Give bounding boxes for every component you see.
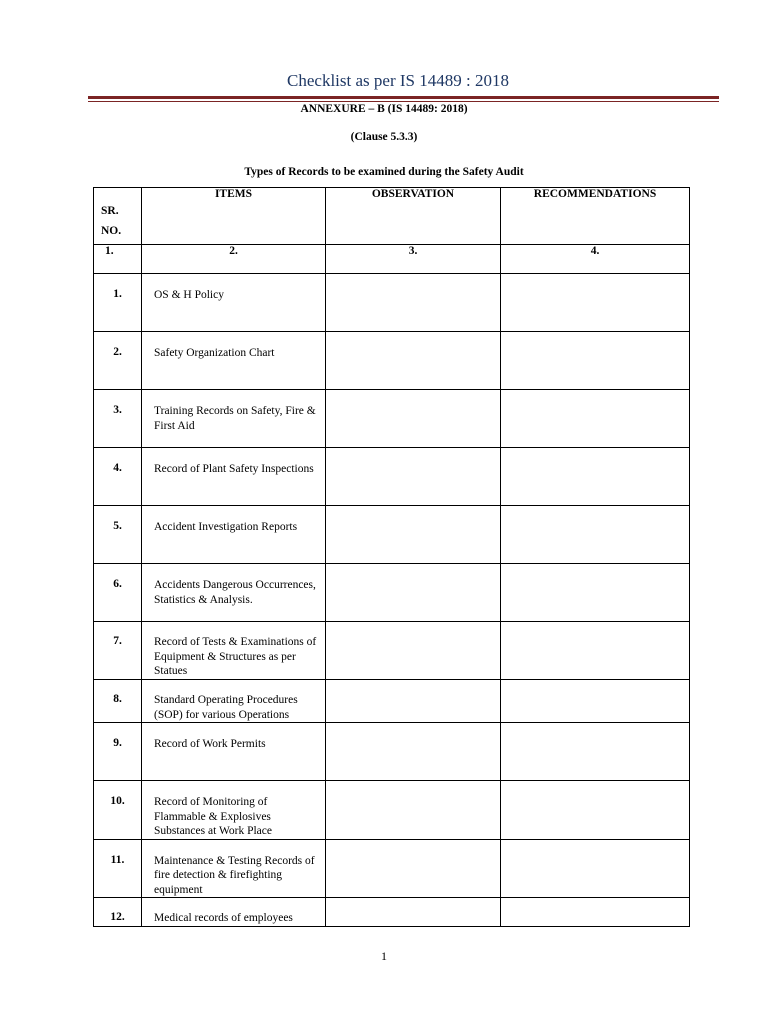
observation-cell[interactable]: [326, 274, 501, 332]
page-number: 1: [381, 949, 387, 963]
row-sr-no: 10.: [94, 781, 142, 840]
row-sr-no: 6.: [94, 564, 142, 622]
header-recommendations: RECOMMENDATIONS: [501, 188, 690, 245]
row-sr-no: 2.: [94, 332, 142, 390]
observation-cell[interactable]: [326, 564, 501, 622]
recommendation-cell[interactable]: [501, 781, 690, 840]
header-items: ITEMS: [142, 188, 326, 245]
row-item: Record of Plant Safety Inspections: [142, 448, 326, 506]
table-row: [94, 564, 690, 622]
column-number: 1.: [94, 245, 142, 274]
page-title: Checklist as per IS 14489 : 2018: [287, 71, 509, 90]
row-sr-no: 5.: [94, 506, 142, 564]
table-row: [94, 839, 690, 898]
recommendation-cell[interactable]: [501, 898, 690, 927]
table-row: [94, 781, 690, 840]
observation-cell[interactable]: [326, 723, 501, 781]
recommendation-cell[interactable]: [501, 622, 690, 680]
table-row: [94, 898, 690, 927]
table-row: [94, 390, 690, 448]
recommendation-cell[interactable]: [501, 390, 690, 448]
recommendation-cell[interactable]: [501, 564, 690, 622]
recommendation-cell[interactable]: [501, 723, 690, 781]
row-sr-no: 9.: [94, 723, 142, 781]
header-sr-line2: NO.: [101, 225, 122, 237]
row-item: OS & H Policy: [142, 274, 326, 332]
records-table: [93, 187, 690, 927]
row-sr-no: 7.: [94, 622, 142, 680]
observation-cell[interactable]: [326, 839, 501, 898]
table-header-row: [94, 188, 690, 245]
annexure-heading: ANNEXURE – B (IS 14489: 2018): [300, 103, 468, 115]
row-item: Maintenance & Testing Records of fire detection & firefighting equipment: [142, 839, 326, 898]
header-observation: OBSERVATION: [326, 188, 501, 245]
row-item: Accidents Dangerous Occurrences, Statistics & Analysis.: [142, 564, 326, 622]
row-sr-no: 1.: [94, 274, 142, 332]
row-item: Record of Work Permits: [142, 723, 326, 781]
recommendation-cell[interactable]: [501, 839, 690, 898]
row-item: Record of Monitoring of Flammable & Explosives Substances at Work Place: [142, 781, 326, 840]
table-row: [94, 448, 690, 506]
observation-cell[interactable]: [326, 781, 501, 840]
row-item: Accident Investigation Reports: [142, 506, 326, 564]
table-row: [94, 332, 690, 390]
recommendation-cell[interactable]: [501, 448, 690, 506]
table-row: [94, 506, 690, 564]
observation-cell[interactable]: [326, 390, 501, 448]
recommendation-cell[interactable]: [501, 680, 690, 723]
row-sr-no: 3.: [94, 390, 142, 448]
row-sr-no: 4.: [94, 448, 142, 506]
row-item: Medical records of employees: [142, 898, 326, 927]
table-row: [94, 680, 690, 723]
header-sr-line1: SR.: [101, 205, 119, 217]
column-number: 2.: [142, 245, 326, 274]
clause-reference: (Clause 5.3.3): [350, 131, 418, 143]
table-row: [94, 723, 690, 781]
header-rule-thin: [88, 101, 719, 102]
observation-cell[interactable]: [326, 898, 501, 927]
row-item: Standard Operating Procedures (SOP) for various Operations: [142, 680, 326, 723]
row-item: Training Records on Safety, Fire & First Aid: [142, 390, 326, 448]
column-number: 3.: [326, 245, 501, 274]
column-number: 4.: [501, 245, 690, 274]
row-sr-no: 12.: [94, 898, 142, 927]
table-caption: Types of Records to be examined during the Safety Audit: [244, 166, 524, 178]
row-sr-no: 8.: [94, 680, 142, 723]
recommendation-cell[interactable]: [501, 332, 690, 390]
header-rule-thick: [88, 96, 719, 99]
column-number-row: [94, 245, 690, 274]
observation-cell[interactable]: [326, 622, 501, 680]
observation-cell[interactable]: [326, 332, 501, 390]
row-item: Safety Organization Chart: [142, 332, 326, 390]
recommendation-cell[interactable]: [501, 274, 690, 332]
table-row: [94, 622, 690, 680]
observation-cell[interactable]: [326, 448, 501, 506]
recommendation-cell[interactable]: [501, 506, 690, 564]
row-item: Record of Tests & Examinations of Equipment & Structures as per Statues: [142, 622, 326, 680]
header-sr-no: [94, 188, 142, 245]
table-row: [94, 274, 690, 332]
row-sr-no: 11.: [94, 839, 142, 898]
observation-cell[interactable]: [326, 506, 501, 564]
observation-cell[interactable]: [326, 680, 501, 723]
